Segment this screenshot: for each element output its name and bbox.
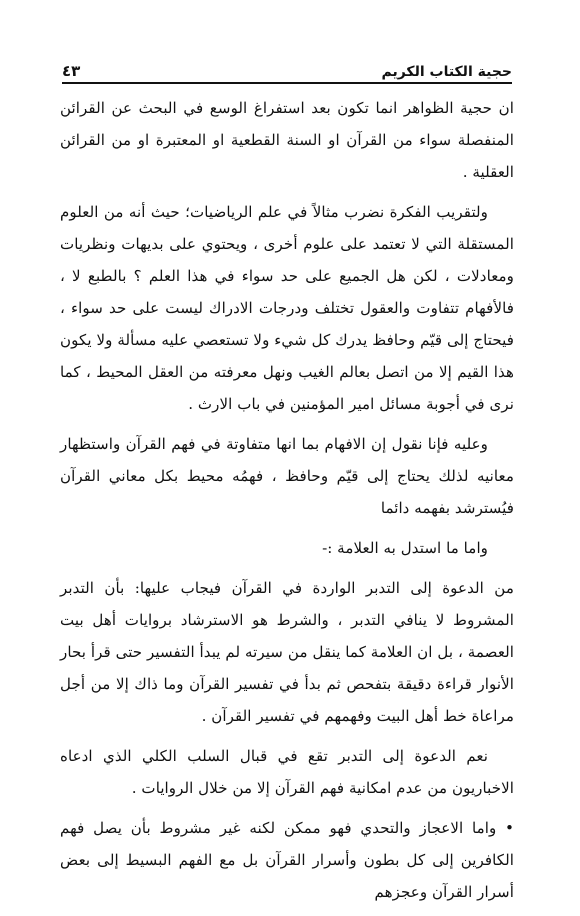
paragraph-heading: واما ما استدل به العلامة :- [322,539,488,557]
page-header [62,52,512,84]
paragraph: نعم الدعوة إلى التدبر تقع في قبال السلب الكلي الذي ادعاه الاخباريون من عدم امكانية فهم القرآن إلا من خلال الروايات . [60,747,514,797]
page-number: ٤٣ [62,62,81,80]
body-text [60,92,514,916]
running-title: حجية الكتاب الكريم [381,64,512,80]
paragraph: وعليه فإنا نقول إن الافهام بما انها متفاوتة في فهم القرآن واستظهار معانيه لذلك يحتاج إلى قيّم وحافظ ، فهمُه محيط بكل معاني القرآن فيُسترشد بفهمه دائما [60,435,514,517]
bullet-paragraph: • واما الاعجاز والتحدي فهو ممكن لكنه غير مشروط بأن يصل فهم الكافرين إلى كل بطون وأسرار القرآن بل مع الفهم البسيط إلى بعض أسرار القرآن وعجزهم [60,819,514,901]
paragraph: ولتقريب الفكرة نضرب مثالاً في علم الرياضيات؛ حيث أنه من العلوم المستقلة التي لا تعتمد على علوم أخرى ، ويحتوي على بديهات ونظريات ومعادلات ، لكن هل الجميع على حد سواء في هذا العلم ؟ بالطبع لا ، فالأفهام تتفاوت والعقول تختلف ودرجات الادراك ليست على حد سواء ، فيحتاج إلى قيّم وحافظ يدرك كل شيء ولا تستعصي عليه مسألة ولا يكون هذا القيم إلا من اتصل بعالم الغيب ونهل معرفته من العقل المحيط ، كما نرى في أجوبة مسائل امير المؤمنين في باب الارث . [60,203,514,413]
paragraph: ان حجية الظواهر انما تكون بعد استفراغ الوسع في البحث عن القرائن المنفصلة سواء من القرآن او السنة القطعية او المعتبرة او من القرائن العقلية . [60,99,514,181]
paragraph: من الدعوة إلى التدبر الواردة في القرآن فيجاب عليها: بأن التدبر المشروط لا ينافي التدبر ، والشرط هو الاسترشاد بروايات أهل بيت العصمة ، بل ان العلامة كما ينقل من سيرته لم يبدأ التفسير حتى قرأ بحار الأنوار قراءة دقيقة بتفحص ثم بدأ في تفسير القرآن وما ذاك إلا من أجل مراعاة خط أهل البيت وفهمهم في تفسير القرآن . [60,579,514,725]
